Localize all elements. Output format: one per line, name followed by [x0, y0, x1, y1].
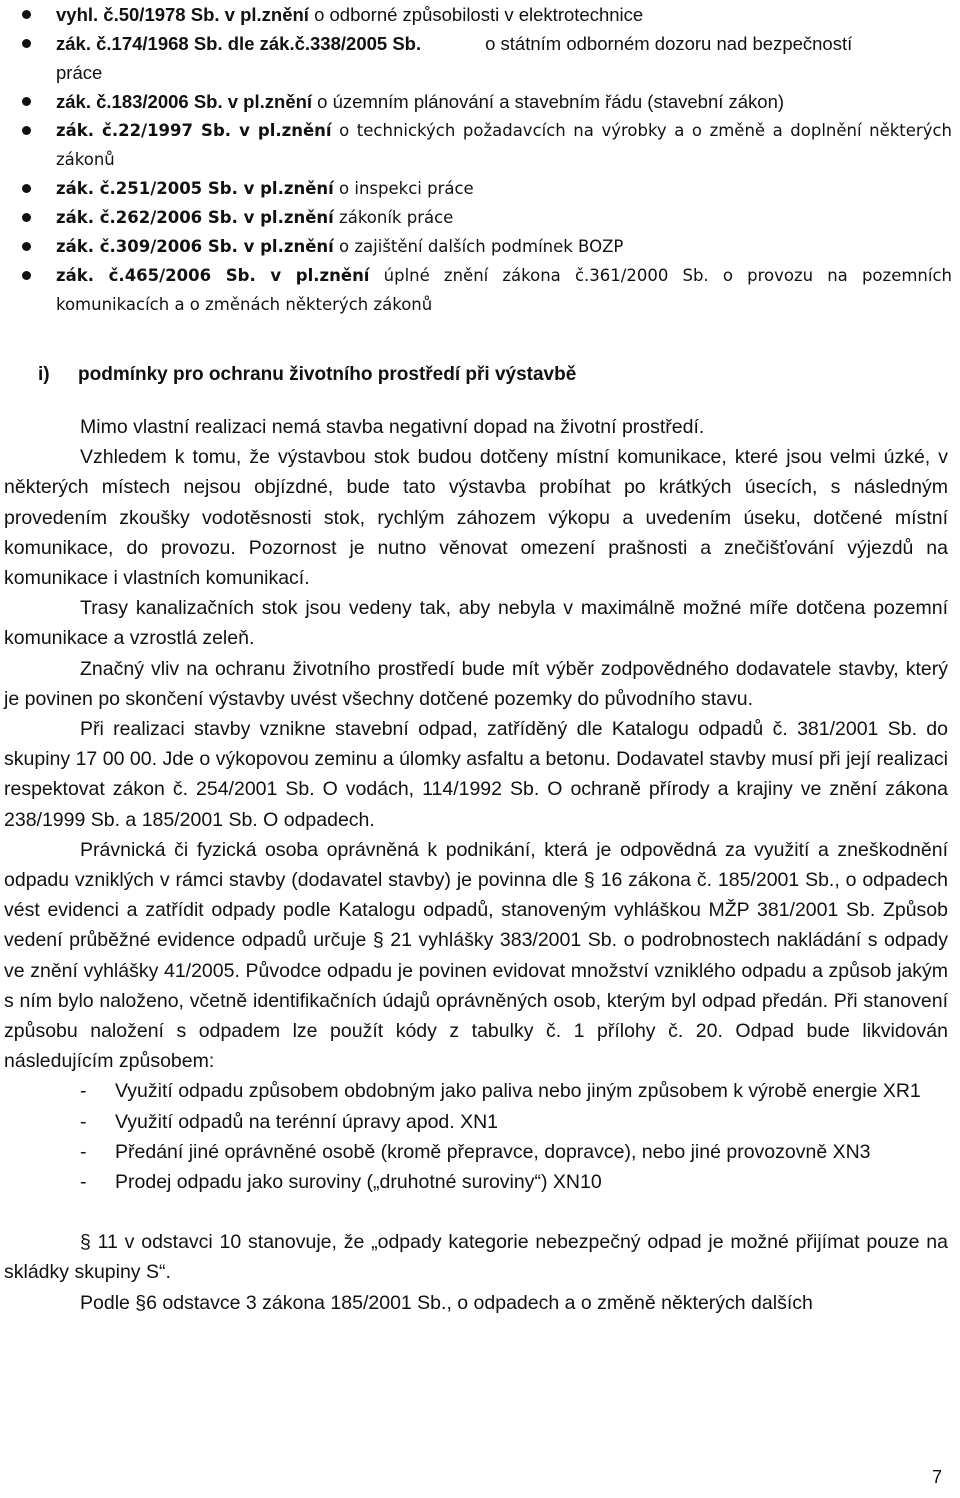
dash-marker: - [80, 1110, 87, 1133]
law-item [0, 116, 960, 174]
list-item-text: Využití odpadu způsobem obdobným jako paliva nebo jiným způsobem k výrobě energie XR1 [115, 1080, 921, 1103]
paragraph: Vzhledem k tomu, že výstavbou stok budou dotčeny místní komunikace, které jsou velmi úzké, v některých místech nejsou objízdné, bude tato výstavba probíhat po krátkých úsecích, s následným provedením zkoušky vodotěsnosti stok, rychlým záhozem výkopu a uvedením úseku, dotčené místní komunikace, do provozu. Pozornost je nutno věnovat omezení prašnosti a znečišťování výjezdů na komunikace i vlastních komunikací. [4, 446, 948, 590]
section-heading [38, 360, 938, 390]
law-title: zákoník práce [333, 208, 454, 227]
law-title: úplné znění zákona č.361/2000 Sb. o provozu na pozemních komunikacích a o změnách některých zákonů [56, 266, 952, 314]
bullet-icon [22, 242, 31, 251]
section-label: i) [38, 364, 50, 385]
bullet-icon [22, 126, 31, 135]
paragraph: Mimo vlastní realizaci nemá stavba negativní dopad na životní prostředí. [80, 416, 705, 438]
bullet-icon [22, 271, 31, 280]
list-item [4, 1137, 948, 1167]
list-item-text: Využití odpadů na terénní úpravy apod. XN1 [115, 1110, 499, 1133]
law-citation: zák. č.309/2006 Sb. v pl.znění [56, 237, 334, 256]
section-body [4, 412, 948, 1318]
paragraph: Právnická či fyzická osoba oprávněná k podnikání, která je odpovědná za využití a zneškodnění odpadu vzniklých v rámci stavby (dodavatel stavby) je povinna dle § 16 zákona č. 185/2001 Sb., o odpadech vést evidenci a zatřídit odpady podle Katalogu odpadů, stanoveným vyhláškou MŽP 381/2001 Sb. Způsob vedení průběžné evidence odpadů určuje § 21 vyhlášky 383/2001 Sb. o podrobnostech nakládání s odpady ve znění vyhlášky 41/2005. Původce odpadu je povinen evidovat množství vzniklého odpadu a způsob jakým s ním bylo naloženo, včetně identifikačních údajů oprávněných osob, kterým byl odpad předán. Při stanovení způsobu naložení s odpadem lze použít kódy z tabulky č. 1 přílohy č. 20. Odpad bude likvidován následujícím způsobem: [4, 838, 948, 1073]
law-list [0, 0, 960, 319]
section-title: podmínky pro ochranu životního prostředí při výstavbě [78, 364, 577, 385]
law-title: o technických požadavcích na výrobky a o změně a doplnění některých zákonů [56, 121, 952, 169]
list-item-text: Předání jiné oprávněné osobě (kromě přepravce, dopravce), nebo jiné provozovně XN3 [115, 1140, 871, 1163]
law-citation: zák. č.22/1997 Sb. v pl.znění [56, 121, 332, 140]
law-title: o zajištění dalších podmínek BOZP [333, 237, 624, 256]
law-item [0, 232, 960, 261]
spacer [4, 1197, 948, 1227]
law-citation: zák. č.465/2006 Sb. v pl.znění [56, 266, 370, 285]
law-citation: zák. č.174/1968 Sb. dle zák.č.338/2005 Sb. [56, 33, 422, 54]
list-item [4, 1076, 948, 1106]
paragraph: Při realizaci stavby vznikne stavební odpad, zatříděný dle Katalogu odpadů č. 381/2001 Sb. do skupiny 17 00 00. Jde o výkopovou zeminu a úlomky asfaltu a betonu. Dodavatel stavby musí při její realizaci respektovat zákon č. 254/2001 Sb. O vodách, 114/1992 Sb. O ochraně přírody a krajiny ve znění zákona 238/1999 Sb. a 185/2001 Sb. O odpadech. [4, 718, 948, 831]
bullet-icon [22, 213, 31, 222]
dash-marker: - [80, 1080, 87, 1103]
paragraph: Značný vliv na ochranu životního prostředí bude mít výběr zodpovědného dodavatele stavby, který je povinen po skončení výstavby uvést všechny dotčené pozemky do původního stavu. [4, 657, 948, 710]
list-item-text: Prodej odpadu jako suroviny („druhotné suroviny“) XN10 [115, 1171, 602, 1194]
law-citation: vyhl. č.50/1978 Sb. v pl.znění [56, 4, 309, 25]
law-item [0, 174, 960, 203]
disposal-method-list [4, 1076, 948, 1197]
law-item [0, 203, 960, 232]
law-title: o odborné způsobilosti v elektrotechnice [308, 4, 644, 25]
dash-marker: - [80, 1171, 87, 1194]
law-title: o inspekci práce [333, 179, 474, 198]
law-citation: zák. č.251/2005 Sb. v pl.znění [56, 179, 334, 198]
law-item [0, 87, 960, 116]
law-title-continuation: práce [56, 62, 103, 83]
bullet-icon [22, 184, 31, 193]
paragraph: Trasy kanalizačních stok jsou vedeny tak, aby nebyla v maximálně možné míře dotčena pozemní komunikace a vzrostlá zeleň. [4, 597, 948, 650]
law-citation: zák. č.262/2006 Sb. v pl.znění [56, 208, 334, 227]
bullet-icon [22, 97, 31, 106]
law-item [0, 29, 960, 87]
law-title: o územním plánování a stavebním řádu (stavební zákon) [312, 91, 785, 112]
law-citation: zák. č.183/2006 Sb. v pl.znění [56, 91, 313, 112]
list-item [4, 1107, 948, 1137]
law-title: o státním odborném dozoru nad bezpečností [485, 33, 853, 54]
bullet-icon [22, 39, 31, 48]
dash-marker: - [80, 1140, 87, 1163]
law-item [0, 261, 960, 319]
list-item [4, 1167, 948, 1197]
page-number: 7 [931, 1467, 942, 1487]
paragraph: § 11 v odstavci 10 stanovuje, že „odpady kategorie nebezpečný odpad je možné přijímat pouze na skládky skupiny S“. [4, 1231, 948, 1284]
bullet-icon [22, 10, 31, 19]
paragraph: Podle §6 odstavce 3 zákona 185/2001 Sb., o odpadech a o změně některých dalších [80, 1291, 813, 1314]
law-item [0, 0, 960, 29]
